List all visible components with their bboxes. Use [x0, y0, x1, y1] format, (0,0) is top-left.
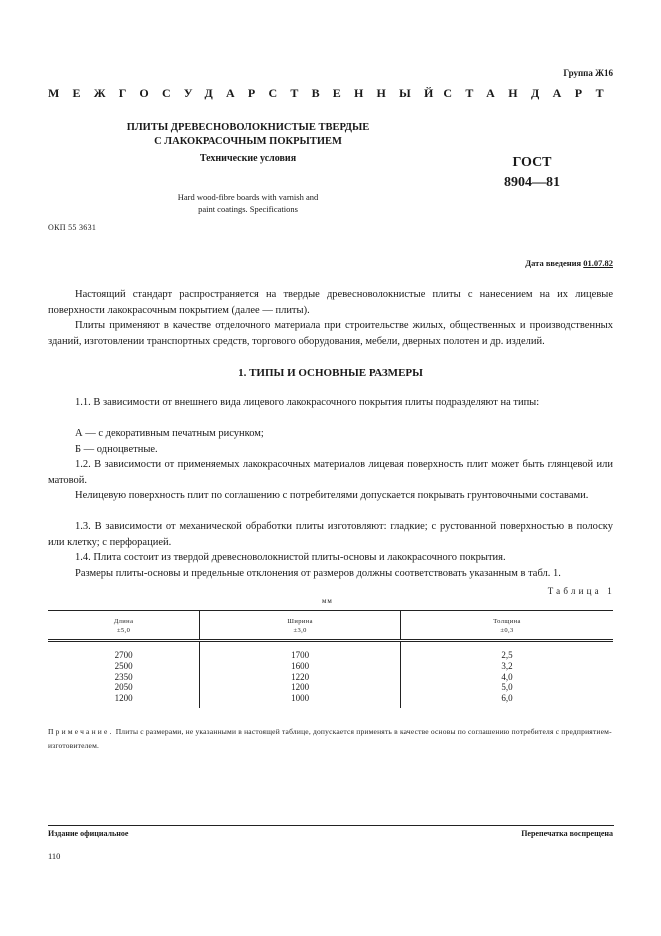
section-paragraph: А — с декоративным печатным рисунком; [75, 428, 264, 439]
section-paragraph: 1.4. Плита состоит из твердой древесноволокнистой плиты-основы и лакокрасочного покрытия. [75, 552, 506, 563]
table-cell: 1200 [114, 693, 133, 704]
table-cell: 3,2 [401, 661, 613, 672]
intro-paragraph-1: Настоящий стандарт распространяется на твердые древесноволокнистые плиты с нанесением на их лицевые поверхности лакокрасочным покрытием (далее — плиты). [48, 289, 613, 316]
title-subtitle: Технические условия [199, 153, 297, 164]
table-cell: 1200 [200, 682, 401, 693]
title-line-1: ПЛИТЫ ДРЕВЕСНОВОЛОКНИСТЫЕ ТВЕРДЫЕ [126, 122, 370, 133]
table-cell: 5,0 [401, 682, 613, 693]
table-header-thickness: Толщина ±0,3 [401, 611, 613, 641]
gost-label: ГОСТ [512, 155, 552, 170]
table-cell: 2700 [114, 650, 133, 660]
table-cell: 1700 [200, 641, 401, 661]
footer-official-edition: Издание официальное [48, 829, 129, 838]
table-cell: 1220 [200, 672, 401, 683]
footer-divider [48, 825, 614, 826]
table-header-width: Ширина ±3,0 [200, 611, 401, 641]
section-paragraph: 1.2. В зависимости от применяемых лакокрасочных материалов лицевая поверхность плит может быть глянцевой или матовой. [48, 459, 613, 486]
document-title [92, 121, 404, 164]
section-paragraph: Размеры плиты-основы и предельные отклонения от размеров должны соответствовать указанным в табл. 1. [75, 568, 561, 579]
english-title-line-2: paint coatings. Specifications [198, 204, 298, 214]
footer-reprint-notice: Перепечатка воспрещена [521, 829, 613, 838]
intro-paragraph-2: Плиты применяют в качестве отделочного материала при строительстве жилых, общественных и производственных зданий, изготовлении транспортных средств, торгового оборудования, мебели, дверных полотен и др. изделий. [48, 320, 613, 347]
introduction-date [525, 258, 613, 268]
section-paragraph: 1.3. В зависимости от механической обработки плиты изготовляют: гладкие; с рустованной поверхностью в полоску или клетку; с перфорацией. [48, 521, 613, 548]
english-title-line-1: Hard wood-fibre boards with varnish and [177, 192, 319, 202]
section-title: 1. ТИПЫ И ОСНОВНЫЕ РАЗМЕРЫ [238, 367, 423, 379]
title-line-2: С ЛАКОКРАСОЧНЫМ ПОКРЫТИЕМ [154, 136, 342, 147]
table-label: Таблица 1 [547, 586, 615, 596]
dimensions-table [48, 610, 613, 708]
table-cell: 1000 [200, 693, 401, 708]
okp-code: ОКП 55 3631 [48, 223, 97, 232]
section-paragraph: Б — одноцветные. [75, 444, 158, 455]
section-paragraph: Нелицевую поверхность плит по соглашению с потребителями допускается покрывать грунтовочными составами. [75, 490, 589, 501]
table-cell: 2350 [114, 671, 133, 682]
gost-number: 8904—81 [504, 175, 560, 190]
table-row [48, 693, 613, 708]
english-title [148, 191, 348, 215]
table-row [48, 661, 613, 672]
table-header-length: Длина ±5,0 [48, 611, 200, 641]
note-label: Примечание. [48, 727, 114, 736]
introduction-date-label: Дата введения [525, 258, 582, 268]
header-standard: СТАНДАРТ [443, 86, 617, 100]
section-paragraph: 1.1. В зависимости от внешнего вида лицевого лакокрасочного покрытия плиты подразделяют на типы: [75, 397, 540, 408]
introduction-date-value: 01.07.82 [583, 258, 613, 268]
header-interstate: МЕЖГОСУДАРСТВЕННЫЙ [48, 86, 447, 100]
table-unit: мм [322, 597, 333, 605]
table-cell: 2500 [114, 660, 133, 671]
note-text: Плиты с размерами, не указанными в настоящей таблице, допускается применять в качестве основы по соглашению потребителя с предприятием-изготовителем. [48, 727, 612, 750]
table-note [48, 725, 614, 753]
table-cell: 4,0 [401, 672, 613, 683]
gost-designation [500, 153, 564, 193]
table-row [48, 672, 613, 683]
group-label: Группа Ж16 [563, 68, 613, 78]
table-cell: 2,5 [401, 641, 613, 661]
table-cell: 1600 [200, 661, 401, 672]
table-row [48, 641, 613, 661]
table-row [48, 682, 613, 693]
page-number: 110 [48, 851, 61, 861]
table-cell: 2050 [114, 682, 133, 693]
table-cell: 6,0 [401, 693, 613, 708]
